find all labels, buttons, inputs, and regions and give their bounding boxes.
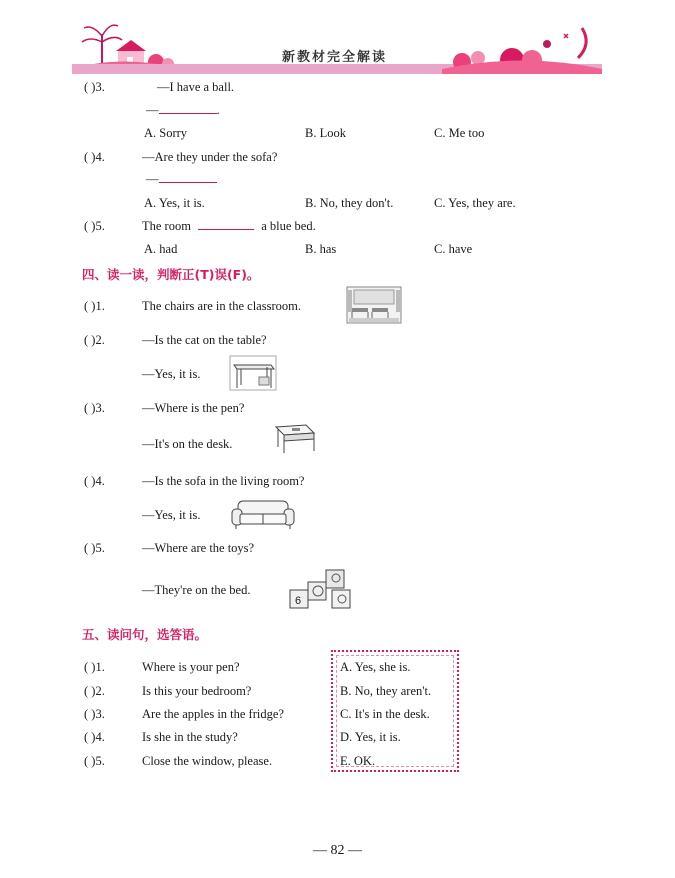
answer-choice-a[interactable]: A. Yes, she is. — [340, 660, 411, 674]
option-a[interactable]: A. had — [144, 242, 178, 256]
answer-line[interactable]: — . — [146, 103, 220, 117]
option-a[interactable]: A. Sorry — [144, 126, 188, 140]
statement-reply: —Yes, it is. — [142, 508, 201, 522]
statement-reply: —Yes, it is. — [142, 367, 201, 381]
answer-choice-c[interactable]: C. It's in the desk. — [340, 707, 430, 721]
statement-text: —Where are the toys? — [142, 541, 255, 555]
option-c[interactable]: C. Me too — [434, 126, 485, 140]
flowers-decoration-icon — [442, 14, 602, 74]
statement-text: The chairs are in the classroom. — [142, 299, 301, 313]
toy-blocks-picture-icon — [288, 564, 360, 616]
answer-choice-d[interactable]: D. Yes, it is. — [340, 730, 401, 744]
section-heading-4: 四、读一读，判断正(T)误(F)。 — [82, 267, 260, 282]
section-heading-5: 五、读问句，选答语。 — [82, 627, 208, 642]
answer-choice-b[interactable]: B. No, they aren't. — [340, 684, 432, 698]
question-paren[interactable]: ( )5. — [84, 219, 105, 233]
option-c[interactable]: C. have — [434, 242, 473, 256]
statement-text: —Is the cat on the table? — [142, 333, 267, 347]
question-text: Is she in the study? — [142, 730, 238, 744]
option-b[interactable]: B. has — [305, 242, 337, 256]
statement-reply: —They're on the bed. — [142, 583, 251, 597]
classroom-picture-icon — [346, 286, 402, 324]
question-paren[interactable]: ( )5. — [84, 541, 105, 555]
question-paren[interactable]: ( )4. — [84, 150, 105, 164]
statement-text: —Where is the pen? — [142, 401, 245, 415]
question-paren[interactable]: ( )3. — [84, 707, 105, 721]
question-paren[interactable]: ( )2. — [84, 333, 105, 347]
question-paren[interactable]: ( )5. — [84, 754, 105, 768]
svg-text:6: 6 — [295, 595, 302, 607]
table-picture-icon — [229, 355, 277, 391]
question-paren[interactable]: ( )3. — [84, 401, 105, 415]
option-a[interactable]: A. Yes, it is. — [144, 196, 205, 210]
answer-line[interactable]: — — [146, 172, 217, 187]
sofa-picture-icon — [230, 497, 296, 531]
statement-reply: —It's on the desk. — [142, 437, 233, 451]
question-text: Close the window, please. — [142, 754, 273, 768]
question-paren[interactable]: ( )4. — [84, 730, 105, 744]
option-b[interactable]: B. Look — [305, 126, 346, 140]
option-b[interactable]: B. No, they don't. — [305, 196, 394, 210]
question-text: Is this your bedroom? — [142, 684, 252, 698]
page-header — [72, 14, 602, 76]
question-paren[interactable]: ( )2. — [84, 684, 105, 698]
question-paren[interactable]: ( )3. — [84, 80, 105, 94]
statement-text: —Is the sofa in the living room? — [142, 474, 305, 488]
question-text: The room a blue bed. — [142, 219, 316, 233]
desk-picture-icon — [270, 421, 316, 455]
question-text: Where is your pen? — [142, 660, 240, 674]
page-number: — 82 — — [313, 843, 362, 858]
question-paren[interactable]: ( )4. — [84, 474, 105, 488]
question-text: Are the apples in the fridge? — [142, 707, 284, 721]
option-c[interactable]: C. Yes, they are. — [434, 196, 516, 210]
page-header-title: 新教材完全解读 — [282, 50, 388, 65]
fill-blank[interactable] — [198, 229, 254, 230]
question-text: —Are they under the sofa? — [142, 150, 278, 164]
question-paren[interactable]: ( )1. — [84, 299, 105, 313]
question-paren[interactable]: ( )1. — [84, 660, 105, 674]
question-text: —I have a ball. — [157, 80, 235, 94]
answer-choice-e[interactable]: E. OK. — [340, 754, 376, 768]
